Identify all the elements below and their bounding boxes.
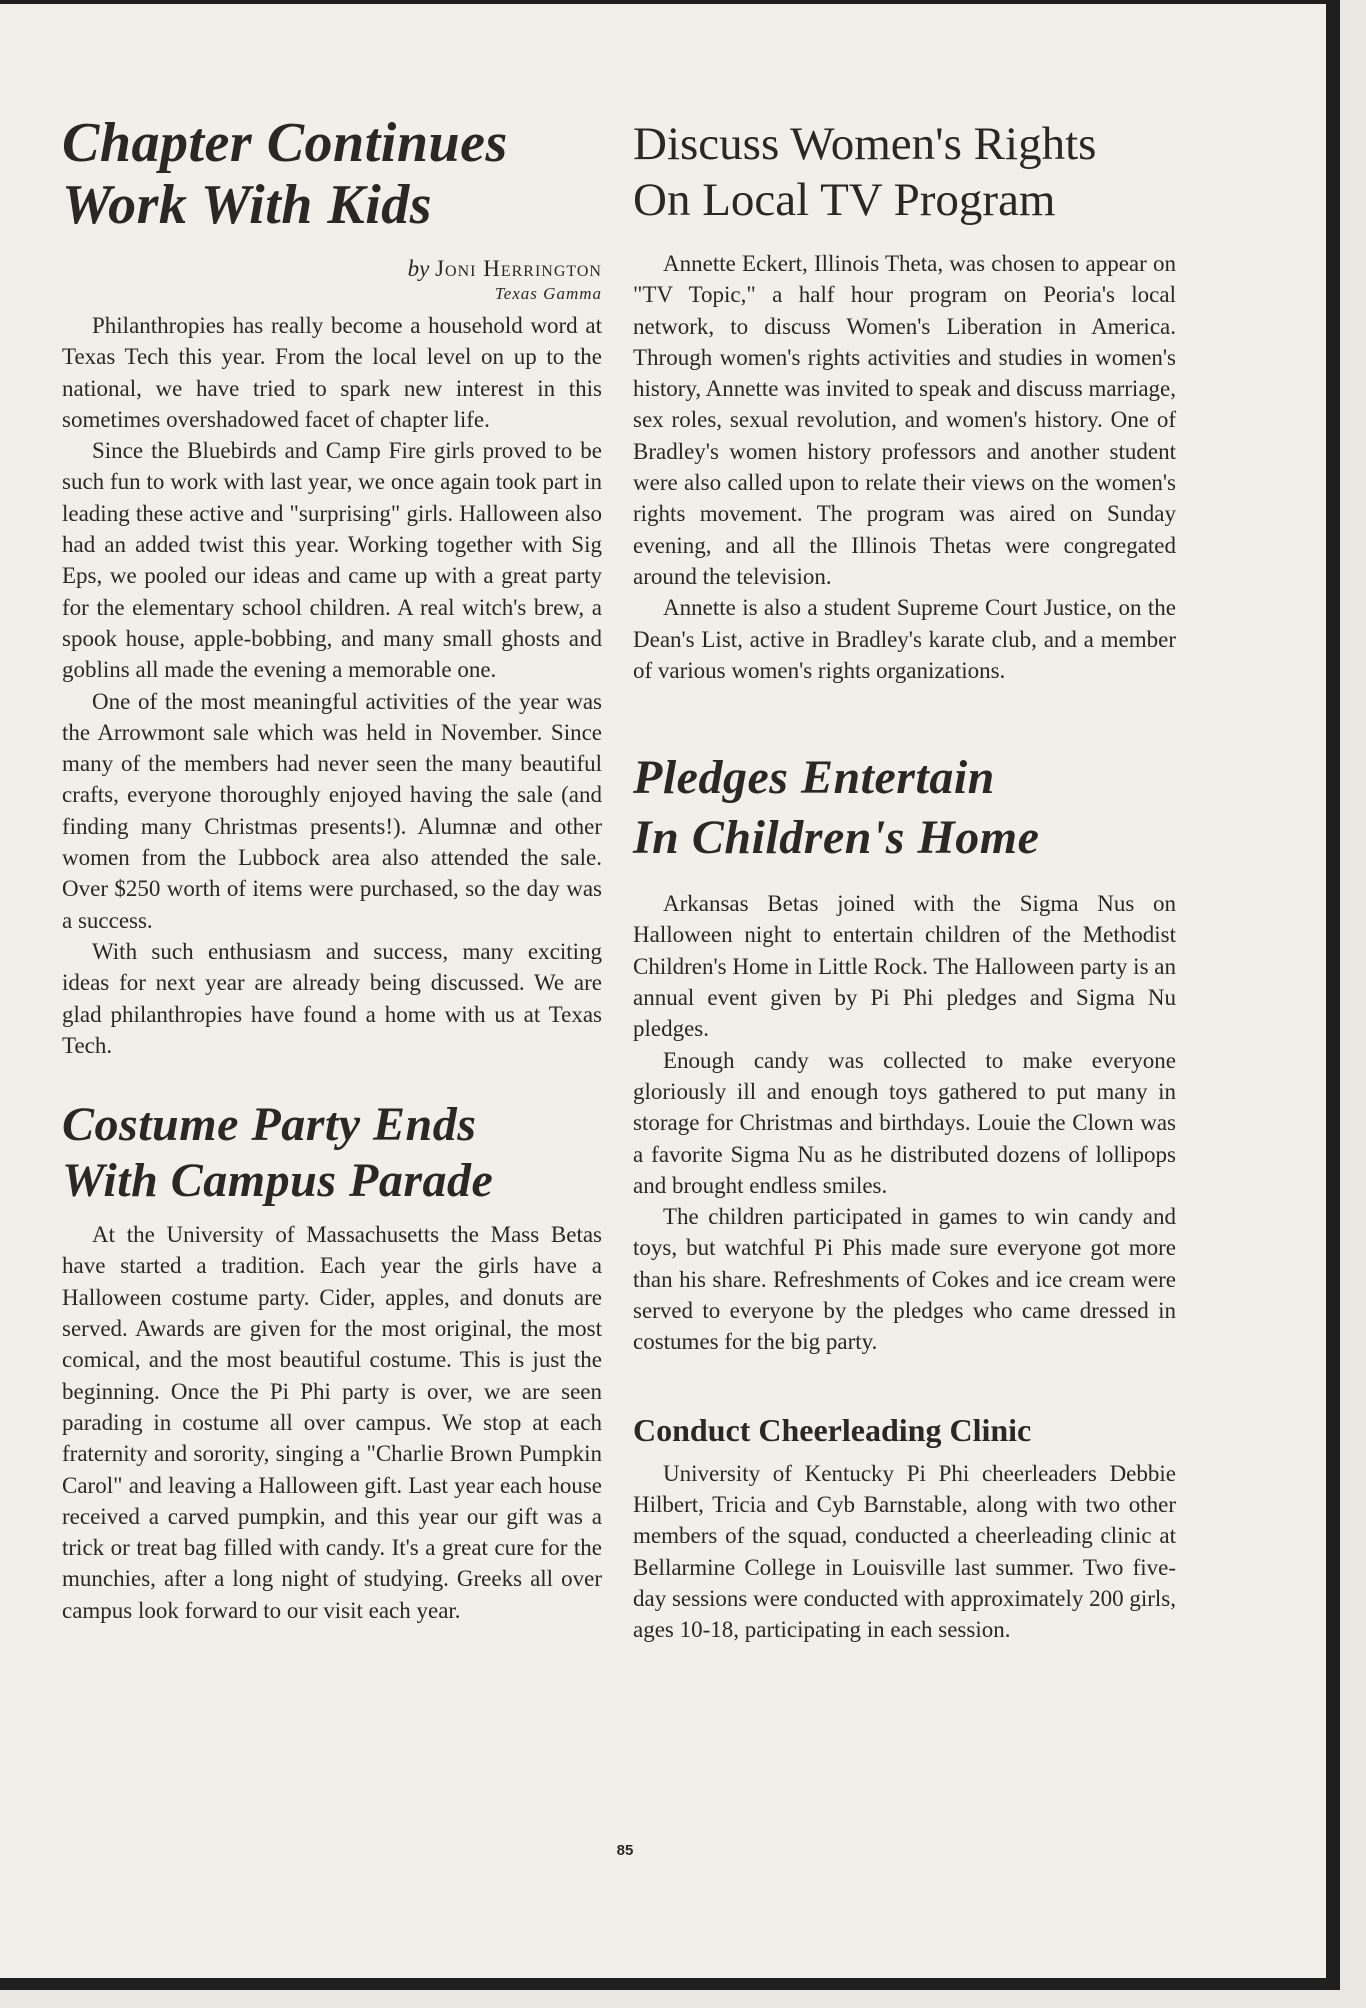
- title-line-2: Work With Kids: [62, 174, 433, 236]
- article-title: [633, 748, 1176, 868]
- article-costume-party: [62, 1097, 602, 1626]
- article-title: Conduct Cheerleading Clinic: [633, 1411, 1032, 1448]
- title-line-1: Discuss Women's Rights: [633, 118, 1097, 170]
- paragraph: Annette is also a student Supreme Court Justice, on the Dean's List, active in Bradley's karate club, and a member of various women's rights organizations.: [633, 595, 1176, 683]
- page-number: 85: [616, 1842, 634, 1859]
- paragraph: University of Kentucky Pi Phi cheerleaders Debbie Hilbert, Tricia and Cyb Barnstable, along with two other members of the squad, conducted a cheerleading clinic at Bellarmine College in Louisville last summer. Two five-day sessions were conducted with approximately 200 girls, ages 10-18, participating in each session.: [633, 1460, 1176, 1643]
- paragraph: Since the Bluebirds and Camp Fire girls proved to be such fun to work with last year, we once again took part in leading these active and "surprising" girls. Halloween also had an added twist this year. Working together with Sig Eps, we pooled our ideas and came up with a great party for the elementary school children. A real witch's brew, a spook house, apple-bobbing, and many small ghosts and goblins all made the evening a memorable one.: [62, 438, 602, 683]
- byline-by: by: [407, 256, 430, 281]
- paragraph: With such enthusiasm and success, many exciting ideas for next year are already being discussed. We are glad philanthropies have found a home with us at Texas Tech.: [62, 938, 602, 1058]
- article-womens-rights: [633, 116, 1176, 686]
- title-line-1: Chapter Continues: [62, 112, 508, 174]
- left-column: [62, 112, 602, 1626]
- article-pledges-entertain: [633, 748, 1176, 1357]
- title-line-1: Costume Party Ends: [62, 1098, 477, 1152]
- right-column: [633, 116, 1176, 1645]
- paragraph: Philanthropies has really become a household word at Texas Tech this year. From the local level on up to the national, we have tried to spark new interest in this sometimes overshadowed facet of chapter life.: [62, 313, 602, 432]
- paragraph: Arkansas Betas joined with the Sigma Nus on Halloween night to entertain children of the Methodist Children's Home in Little Rock. The Halloween party is an annual event given by Pi Phi pledges and Sigma Nu pledges.: [633, 891, 1176, 1042]
- title-line-2: In Children's Home: [633, 811, 1040, 865]
- title-line-1: Pledges Entertain: [633, 751, 995, 805]
- title-line-2: With Campus Parade: [62, 1154, 494, 1208]
- paragraph: At the University of Massachusetts the Mass Betas have started a tradition. Each year the girls have a Halloween costume party. Cider, apples, and donuts are served. Awards are given for the most original, the most comical, and the most beautiful costume. This is just the beginning. Once the Pi Phi party is over, we are seen parading in costume all over campus. We stop at each fraternity and sorority, singing a "Charlie Brown Pumpkin Carol" and leaving a Halloween gift. Last year each house received a carved pumpkin, and this year our gift was a trick or treat bag filled with candy. It's a great cure for the munchies, after a long night of studying. Greeks all over campus look forward to our visit each year.: [62, 1222, 602, 1623]
- article-title: [633, 116, 1176, 228]
- paragraph: The children participated in games to win candy and toys, but watchful Pi Phis made sure everyone got more than his share. Refreshments of Cokes and ice cream were served to everyone by the pledges who came dressed in costumes for the big party.: [633, 1204, 1176, 1355]
- article-title: [62, 112, 602, 236]
- article-title: [62, 1097, 602, 1209]
- article-chapter-continues: [62, 112, 602, 1061]
- byline-author: Joni Herrington: [435, 256, 602, 281]
- byline-affiliation: Texas Gamma: [494, 284, 602, 303]
- title-line-2: On Local TV Program: [633, 174, 1056, 226]
- byline: [62, 256, 602, 282]
- paragraph: One of the most meaningful activities of the year was the Arrowmont sale which was held in November. Since many of the members had never seen the many beautiful crafts, everyone thoroughly enjoyed having the sale (and finding many Christmas presents!). Alumnæ and other women from the Lubbock area also attended the sale. Over $250 worth of items were purchased, so the day was a success.: [62, 688, 602, 933]
- paragraph: Enough candy was collected to make everyone gloriously ill and enough toys gathered to put many in storage for Christmas and birthdays. Louie the Clown was a favorite Sigma Nu as he distributed dozens of lollipops and brought endless smiles.: [633, 1047, 1176, 1198]
- article-cheerleading-clinic: [633, 1410, 1176, 1646]
- paragraph: Annette Eckert, Illinois Theta, was chosen to appear on "TV Topic," a half hour program on Peoria's local network, to discuss Women's Liberation in America. Through women's rights activities and studies in women's history, Annette was invited to speak and discuss marriage, sex roles, sexual revolution, and women's history. One of Bradley's women history professors and another student were also called upon to relate their views on the women's rights movement. The program was aired on Sunday evening, and all the Illinois Thetas were congregated around the television.: [633, 251, 1176, 589]
